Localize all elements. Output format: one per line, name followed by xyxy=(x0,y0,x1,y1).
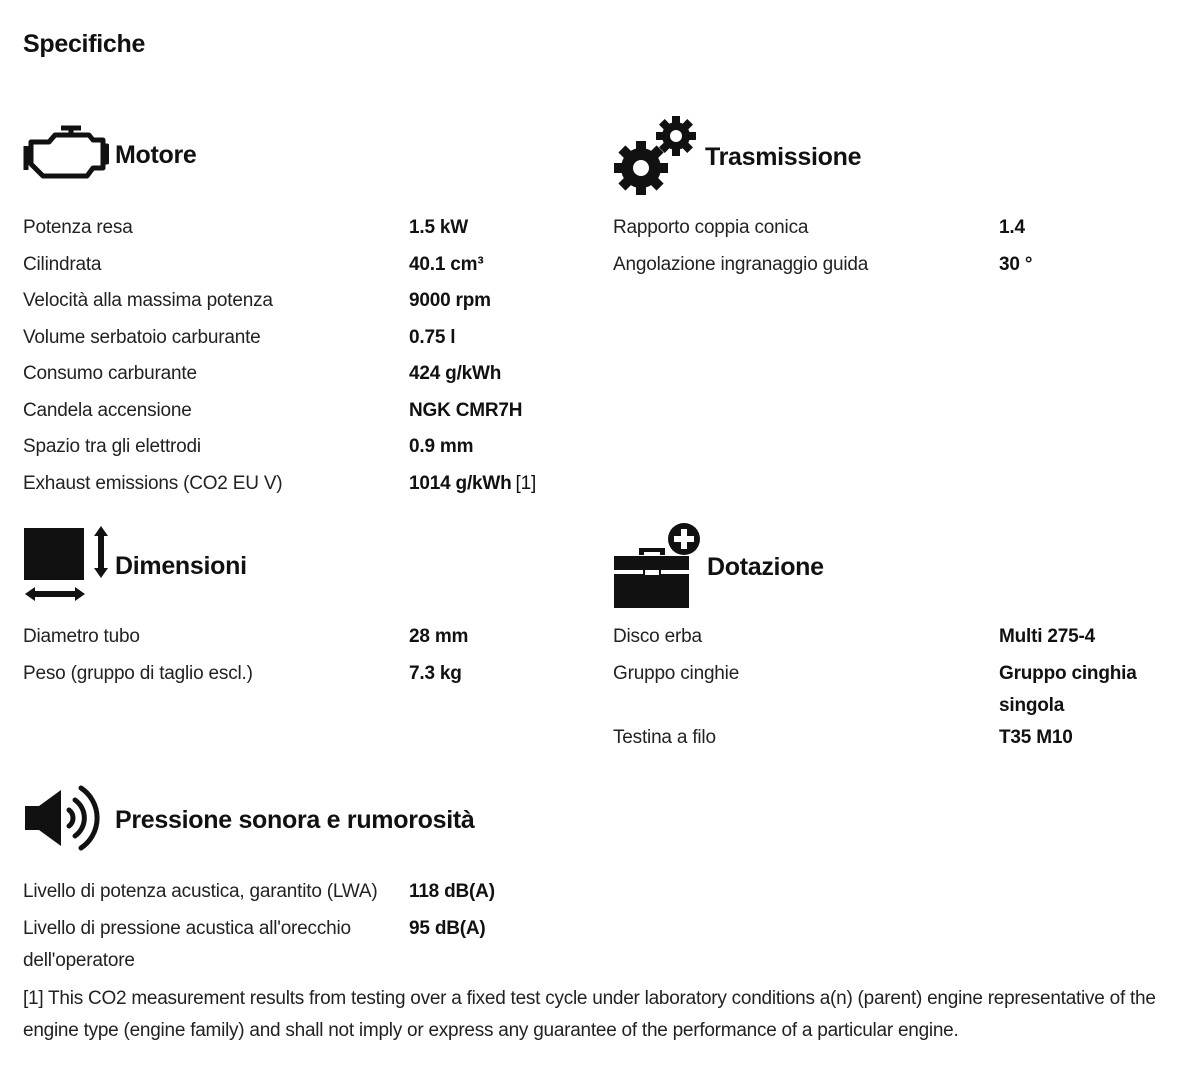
spec-label: Potenza resa xyxy=(23,217,133,238)
spec-value: NGK CMR7H xyxy=(409,399,523,421)
spec-value: 9000 rpm xyxy=(409,290,491,311)
spec-value: 1.4 xyxy=(999,217,1025,238)
spec-list-motore xyxy=(23,212,583,504)
spec-label: Cilindrata xyxy=(23,253,102,275)
spec-label: Spazio tra gli elettrodi xyxy=(23,436,201,457)
spec-value: 118 dB(A) xyxy=(409,881,495,902)
spec-row xyxy=(613,212,1173,249)
gears-icon xyxy=(613,112,699,203)
spec-row xyxy=(23,285,583,322)
spec-label: Diametro tubo xyxy=(23,626,140,647)
spec-row xyxy=(23,431,583,468)
footnote: [1] This CO2 measurement results from testing over a fixed test cycle under laboratory conditions a(n) (parent) engine representative of the engine type (engine family) and shall not imply or express any guarantee of the performance of a particular engine. xyxy=(23,988,1156,1041)
spec-value: 0.75 l xyxy=(409,326,456,348)
spec-row xyxy=(23,658,583,695)
section-title-rumore: Pressione sonora e rumorosità xyxy=(115,806,475,834)
spec-label: Livello di potenza acustica, garantito (LWA) xyxy=(23,881,378,902)
spec-label: Gruppo cinghie xyxy=(613,662,740,684)
spec-list-rumore xyxy=(23,876,583,977)
section-title-trasmissione: Trasmissione xyxy=(705,143,862,171)
spec-row xyxy=(23,322,583,359)
spec-row xyxy=(23,468,583,505)
spec-row xyxy=(23,913,583,977)
spec-label: Testina a filo xyxy=(613,726,716,748)
section-title-motore: Motore xyxy=(115,141,197,169)
spec-row xyxy=(23,621,583,658)
section-header-dimensioni xyxy=(23,524,247,609)
section-header-rumore xyxy=(23,780,474,861)
footnote-ref: [1] xyxy=(515,472,537,494)
spec-label: Peso (gruppo di taglio escl.) xyxy=(23,662,253,684)
spec-value: Multi 275-4 xyxy=(999,626,1095,647)
spec-label: Candela accensione xyxy=(23,399,192,421)
spec-list-dotazione xyxy=(613,621,1173,758)
engine-icon xyxy=(23,124,109,187)
spec-label: Volume serbatoio carburante xyxy=(23,326,261,348)
spec-row xyxy=(613,658,1173,722)
section-header-motore xyxy=(23,124,197,187)
spec-value: 28 mm xyxy=(409,626,469,647)
spec-label: Disco erba xyxy=(613,626,702,647)
section-title-dotazione: Dotazione xyxy=(707,553,824,581)
speaker-icon xyxy=(23,780,109,861)
spec-row xyxy=(23,358,583,395)
spec-value: 0.9 mm xyxy=(409,436,474,457)
spec-row xyxy=(613,249,1173,286)
spec-label: Velocità alla massima potenza xyxy=(23,290,273,311)
spec-value: 1014 g/kWh xyxy=(409,472,512,494)
toolbox-plus-icon xyxy=(613,522,701,613)
spec-value: T35 M10 xyxy=(999,726,1073,748)
page-title: Specifiche xyxy=(23,30,146,58)
spec-label: Rapporto coppia conica xyxy=(613,217,809,238)
dimensions-icon xyxy=(23,524,109,609)
spec-value: 424 g/kWh xyxy=(409,363,502,384)
spec-row xyxy=(613,621,1173,658)
spec-label: Angolazione ingranaggio guida xyxy=(613,253,869,275)
spec-value: Gruppo cinghia singola xyxy=(999,662,1137,716)
spec-value: 40.1 cm³ xyxy=(409,253,484,275)
spec-label: Exhaust emissions (CO2 EU V) xyxy=(23,472,283,494)
spec-list-dimensioni xyxy=(23,621,583,694)
spec-value: 95 dB(A) xyxy=(409,917,486,939)
section-title-dimensioni: Dimensioni xyxy=(115,552,247,580)
spec-row xyxy=(23,249,583,286)
spec-value: 7.3 kg xyxy=(409,662,462,684)
spec-value-wrap xyxy=(409,468,536,500)
spec-row xyxy=(23,876,583,913)
spec-list-trasmissione xyxy=(613,212,1173,285)
spec-row xyxy=(23,212,583,249)
spec-value: 1.5 kW xyxy=(409,217,468,238)
section-header-trasmissione xyxy=(613,112,861,203)
spec-value: 30 ° xyxy=(999,253,1033,275)
spec-label: Consumo carburante xyxy=(23,363,197,384)
section-header-dotazione xyxy=(613,522,824,613)
spec-row xyxy=(23,395,583,432)
spec-row xyxy=(613,722,1173,759)
spec-label: Livello di pressione acustica all'orecchio dell'operatore xyxy=(23,917,351,971)
